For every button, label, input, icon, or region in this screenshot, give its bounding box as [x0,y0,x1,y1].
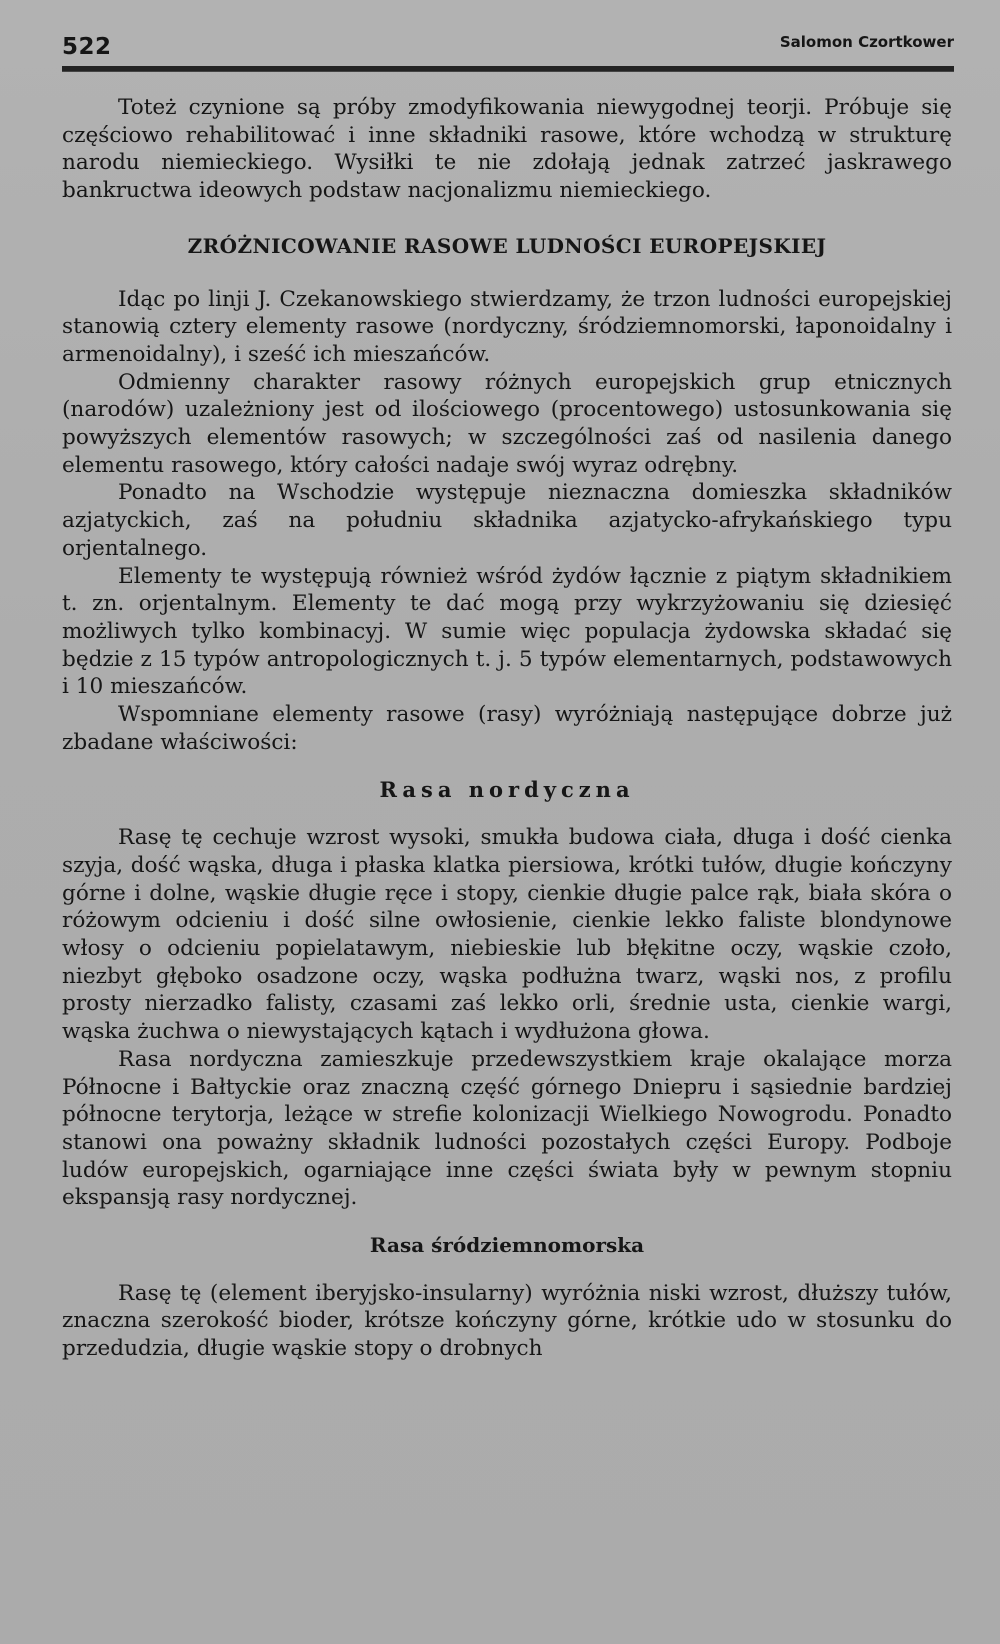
paragraph-7: Rasę tę cechuje wzrost wysoki, smukła budowa ciała, długa i dość cienka szyja, dość wąska, długa i płaska klatka piersiowa, krótki tułów, długie kończyny górne i dolne, wąskie długie ręce i stopy, cienkie długie palce rąk, biała skóra o różowym odcieniu i dość silne owłosienie, cienkie lekko faliste blondynowe włosy o odcieniu popielatawym, niebieskie lub błękitne oczy, wąskie czoło, niezbyt głęboko osadzone oczy, wąska podłużna twarz, wąski nos, z profilu prosty nierzadko falisty, czasami zaś lekko orli, średnie usta, cienkie wargi, wąska żuchwa o niewystających kątach i wydłużona głowa. [62,825,952,1045]
paragraph-4: Ponadto na Wschodzie występuje nieznaczna domieszka składników azjatyckich, zaś na południu składnika azjatycko-afrykańskiego typu orjentalnego. [62,480,952,561]
running-head: Salomon Czortkower [779,33,954,51]
paragraph-9: Rasę tę (element iberyjsko-insularny) wyróżnia niski wzrost, dłuższy tułów, znaczna szerokość bioder, krótsze kończyny górne, krótkie udo w stosunku do przedudzia, długie wąskie stopy o drobnych [62,1280,952,1362]
paragraph-5: Elementy te występują również wśród żydów łącznie z piątym składnikiem t. zn. orjentalnym. Elementy te dać mogą przy wykrzyżowaniu się dziesięć możliwych tylko kombinacyj. W sumie więc populacja żydowska składać się będzie z 15 typów antropologicznych t. j. 5 typów elementarnych, podstawowych i 10 mieszańców. [62,563,952,700]
paragraph-8: Rasa nordyczna zamieszkuje przedewszystkiem kraje okalające morza Północne i Bałtyckie oraz znaczną część górnego Dniepru i sąsiednie bardziej północne terytorja, leżące w strefie kolonizacji Wielkiego Nowogrodu. Ponadto stanowi ona poważny składnik ludności pozostałych części Europy. Podboje ludów europejskich, ogarniające inne części świata były w pewnym stopniu ekspansją rasy nordycznej. [62,1046,952,1211]
paragraph-1: Toteż czynione są próby zmodyfikowania niewygodnej teorji. Próbuje się częściowo rehabilitować i inne składniki rasowe, które wchodzą w strukturę narodu niemieckiego. Wysiłki te nie zdołają jednak zatrzeć jaskrawego bankructwa ideowych podstaw nacjonalizmu niemieckiego. [62,95,952,204]
page-header [62,30,954,70]
subheading-mediterranean-race: Rasa śródziemnomorska [369,1233,645,1258]
subheading-nordic-race: Rasa nordyczna [379,777,635,803]
page-number: 522 [62,34,112,60]
paragraph-6: Wspomniane elementy rasowe (rasy) wyróżniają następujące dobrze już zbadane właściwości: [62,702,952,755]
section-heading-racial-differentiation: ZRÓŻNICOWANIE RASOWE LUDNOŚCI EUROPEJSKIEJ [187,233,827,258]
page-body [62,94,952,1363]
header-rule [62,66,954,72]
paragraph-2: Idąc po linji J. Czekanowskiego stwierdzamy, że trzon ludności europejskiej stanowią cztery elementy rasowe (nordyczny, śródziemnomorski, łaponoidalny i armenoidalny), i sześć ich mieszańców. [62,286,952,367]
paragraph-3: Odmienny charakter rasowy różnych europejskich grup etnicznych (narodów) uzależniony jest od ilościowego (procentowego) ustosunkowania się powyższych elementów rasowych; w szczególności zaś od nasilenia danego elementu rasowego, który całości nadaje swój wyraz odrębny. [62,369,952,478]
